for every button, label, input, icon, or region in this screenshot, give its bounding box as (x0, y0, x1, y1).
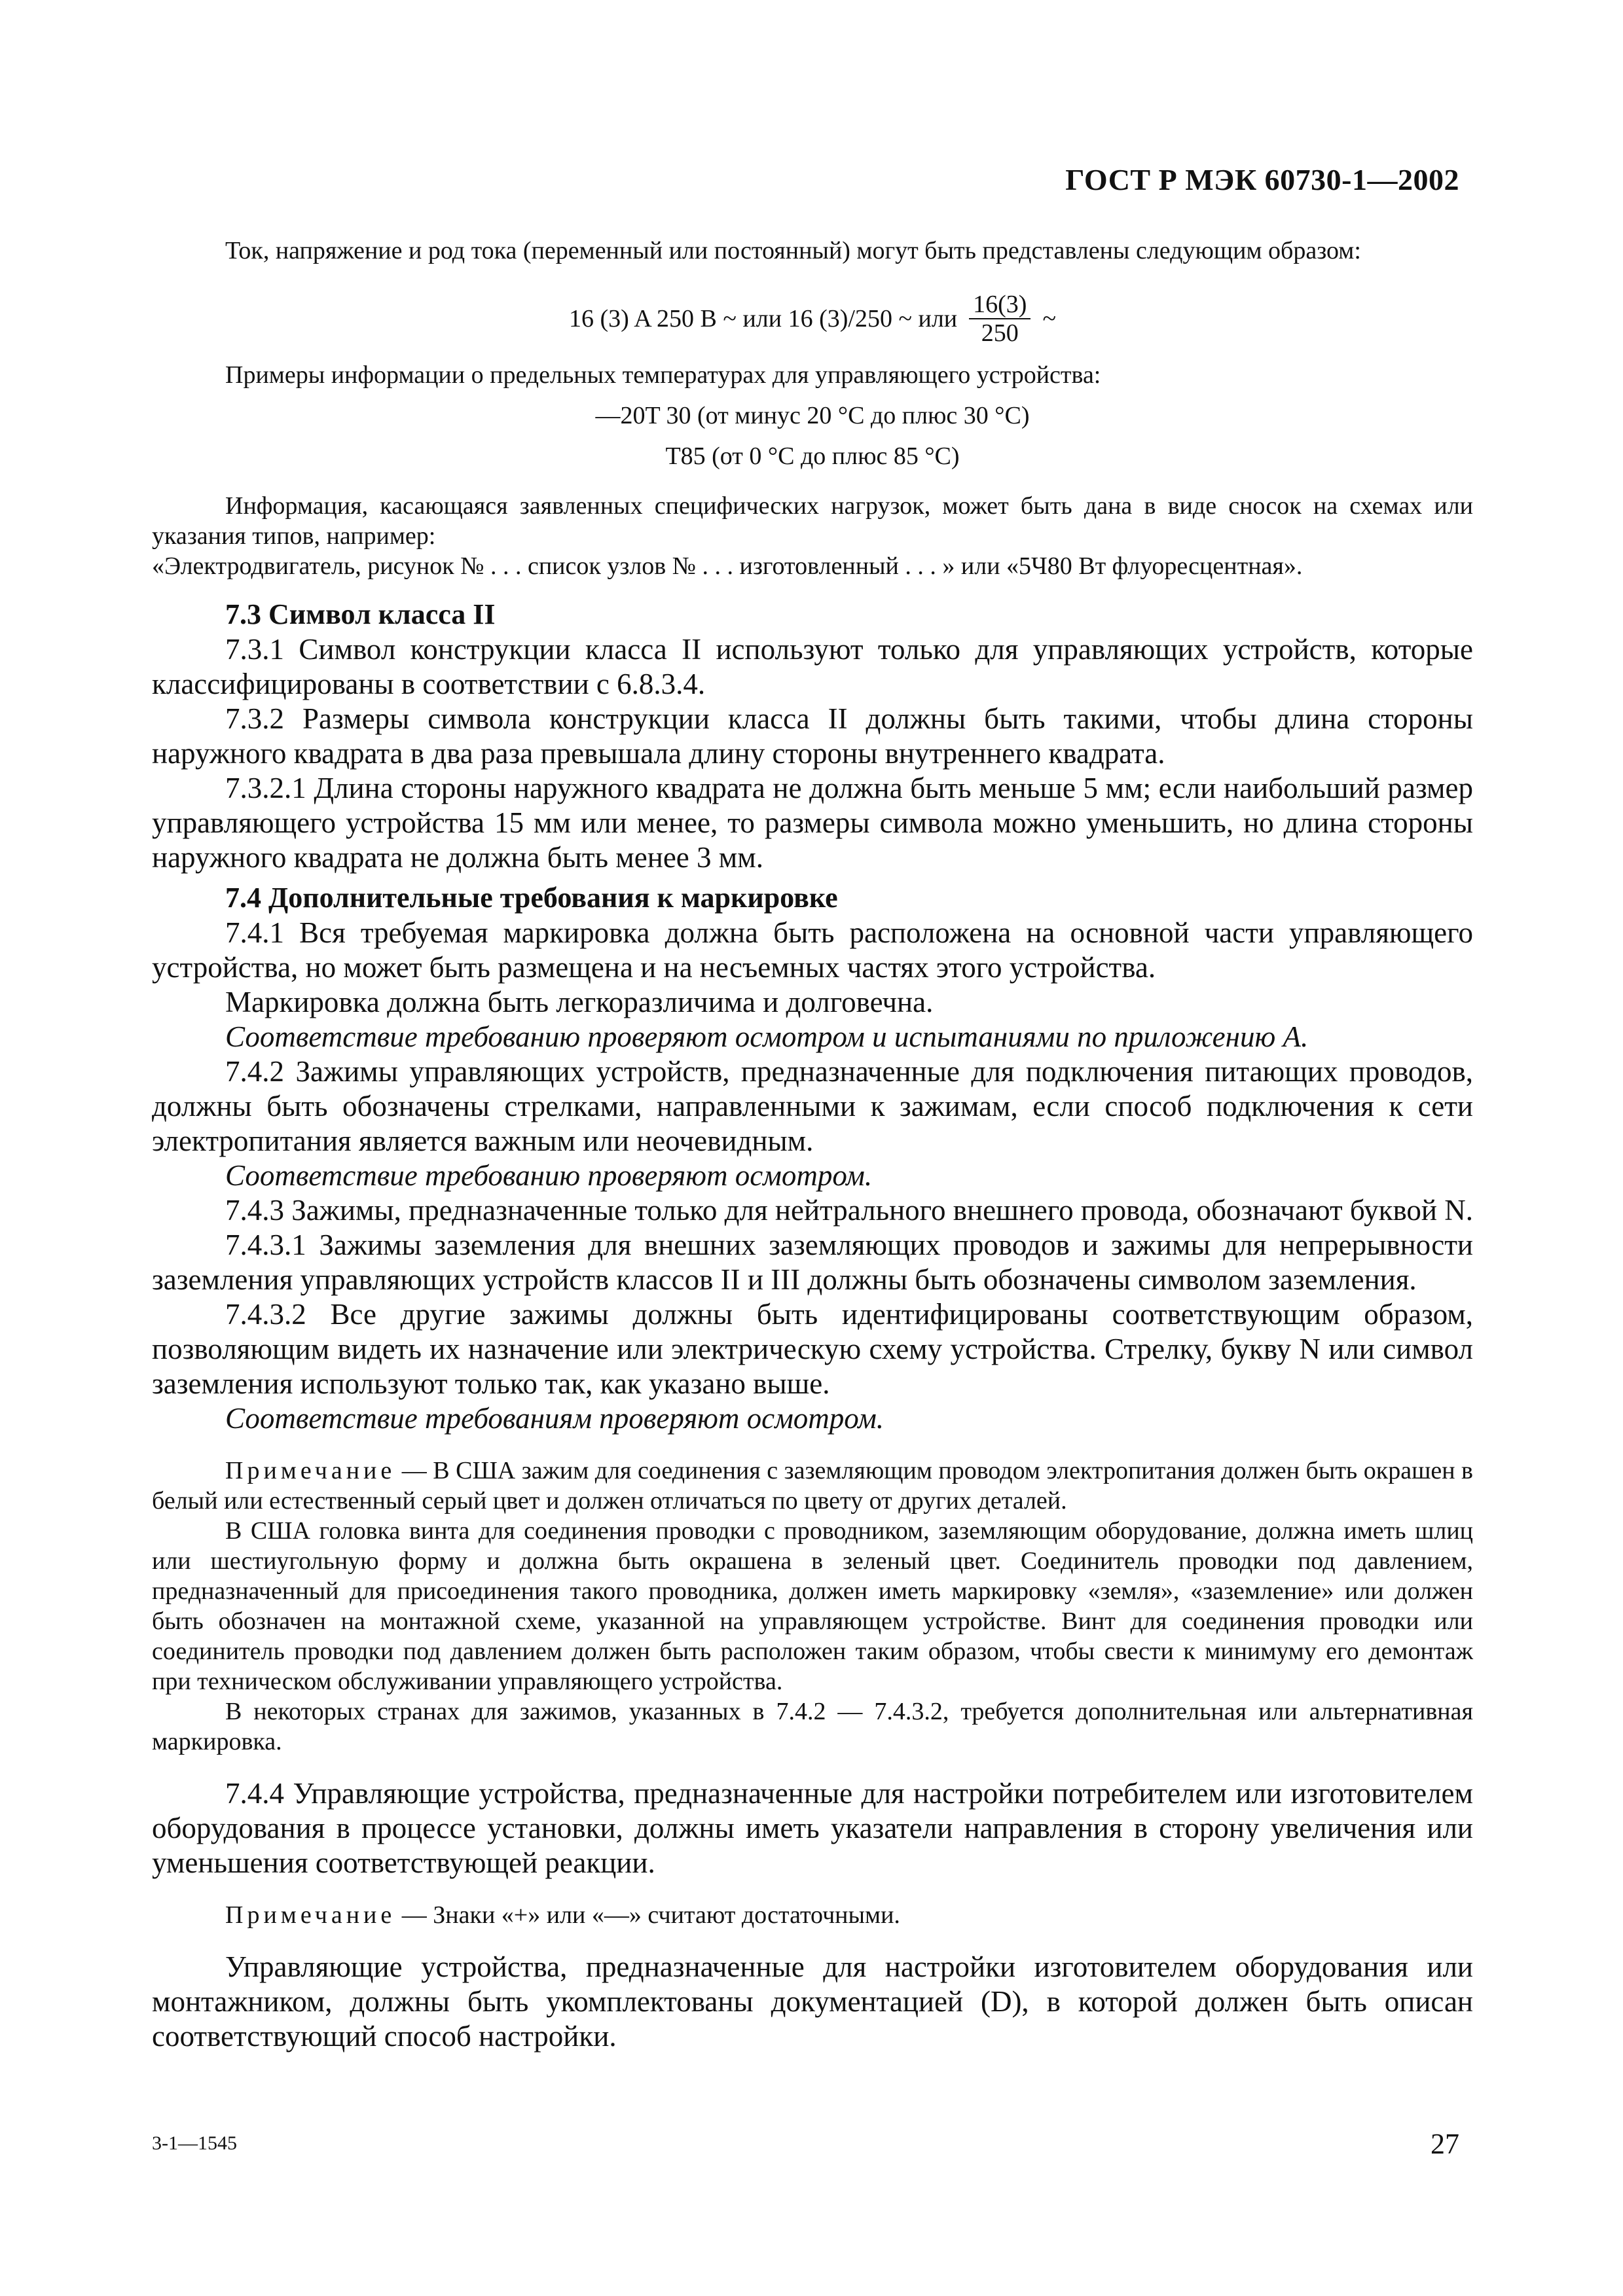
compliance-check-2: Соответствие требованию проверяют осмотром. (225, 1159, 873, 1192)
note-1-text: — В США зажим для соединения с заземляющим проводом электропитания должен быть окрашен в белый или естественный серый цвет и должен отличаться по цвету от других деталей. (152, 1457, 1473, 1515)
intro-paragraph-4: «Электродвигатель, рисунок № . . . список узлов № . . . изготовленный . . . » или «5Ч80 Вт флуоресцентная». (152, 552, 1303, 580)
note-1-paragraph-3: В некоторых странах для зажимов, указанных в 7.4.2 — 7.4.3.2, требуется дополнительная или альтернативная маркировка. (152, 1698, 1473, 1755)
note-2-label: Примечание (225, 1901, 396, 1929)
document-body (152, 236, 1473, 2054)
section-7-3-heading: 7.3 Символ класса II (225, 598, 496, 630)
formula-denominator: 250 (981, 319, 1019, 347)
formula-fraction (969, 291, 1030, 347)
temperature-example-1: —20T 30 (от минус 20 °C до плюс 30 °C) (595, 402, 1030, 429)
section-7-3-2: 7.3.2 Размеры символа конструкции класса II должны быть такими, чтобы длина стороны наружного квадрата в два раза превышала длину стороны внутреннего квадрата. (152, 702, 1473, 770)
intro-paragraph-2: Примеры информации о предельных температурах для управляющего устройства: (225, 361, 1101, 389)
formula-numerator: 16(3) (969, 291, 1030, 319)
note-2 (152, 1900, 1473, 1930)
compliance-check-3: Соответствие требованиям проверяют осмотром. (225, 1402, 884, 1435)
marking-durability: Маркировка должна быть легкоразличима и долговечна. (225, 986, 934, 1018)
intro-paragraph-1: Ток, напряжение и род тока (переменный или постоянный) могут быть представлены следующим образом: (225, 237, 1361, 264)
section-7-4-1: 7.4.1 Вся требуемая маркировка должна быть расположена на основной части управляющего устройства, но может быть размещена и на несъемных частях этого устройства. (152, 916, 1473, 984)
temperature-example-2: T85 (от 0 °C до плюс 85 °C) (665, 442, 960, 470)
footer-code: 3-1—1545 (152, 2132, 237, 2154)
adjustment-documentation: Управляющие устройства, предназначенные для настройки изготовителем оборудования или монтажником, должны быть укомплектованы документацией (D), в которой должен быть описан соответствующий способ настройки. (152, 1950, 1473, 2053)
page-number: 27 (1431, 2128, 1459, 2160)
current-formula (152, 291, 1473, 347)
section-7-4-2: 7.4.2 Зажимы управляющих устройств, предназначенные для подключения питающих проводов, должны быть обозначены стрелками, направленными к зажимам, если способ подключения к сети электропитания является важным или неочевидным. (152, 1055, 1473, 1157)
intro-paragraph-3: Информация, касающаяся заявленных специфических нагрузок, может быть дана в виде сносок на схемах или указания типов, например: (152, 492, 1473, 550)
document-header: ГОСТ Р МЭК 60730-1—2002 (1065, 163, 1459, 196)
section-7-4-4: 7.4.4 Управляющие устройства, предназначенные для настройки потребителем или изготовителем оборудования в процессе установки, должны иметь указатели направления в сторону увеличения или уменьшения соответствующей реакции. (152, 1777, 1473, 1879)
note-2-text: — Знаки «+» или «—» считают достаточными. (395, 1901, 900, 1929)
section-7-4-3-2: 7.4.3.2 Все другие зажимы должны быть идентифицированы соответствующим образом, позволяющим видеть их назначение или электрическую схему устройства. Стрелку, букву N или символ заземления используют только так, как указано выше. (152, 1298, 1473, 1400)
formula-left: 16 (3) A 250 B ~ или 16 (3)/250 ~ или (568, 305, 958, 332)
note-1 (152, 1456, 1473, 1516)
section-7-3-2-1: 7.3.2.1 Длина стороны наружного квадрата не должна быть меньше 5 мм; если наибольший размер управляющего устройства 15 мм или менее, то размеры символа можно уменьшить, но длина стороны наружного квадрата не должна быть менее 3 мм. (152, 772, 1473, 874)
section-7-3-1: 7.3.1 Символ конструкции класса II используют только для управляющих устройств, которые классифицированы в соответствии с 6.8.3.4. (152, 633, 1473, 700)
section-7-4-3-1: 7.4.3.1 Зажимы заземления для внешних заземляющих проводов и зажимы для непрерывности заземления управляющих устройств классов II и III должны быть обозначены символом заземления. (152, 1229, 1473, 1296)
section-7-4-heading: 7.4 Дополнительные требования к маркировке (225, 882, 838, 914)
formula-right: ~ (1042, 305, 1057, 332)
note-1-paragraph-2: В США головка винта для соединения проводки с проводником, заземляющим оборудование, должна иметь шлиц или шестиугольную форму и должна быть окрашена в зеленый цвет. Соединитель проводки под давлением, предназначенный для присоединения такого проводника, должен иметь маркировку «земля», «заземление» или должен быть обозначен на монтажной схеме, указанной на управляющем устройстве. Винт для соединения проводки или соединитель проводки под давлением должен быть расположен таким образом, чтобы свести к минимуму его демонтаж при техническом обслуживании управляющего устройства. (152, 1517, 1473, 1695)
section-7-4-3: 7.4.3 Зажимы, предназначенные только для нейтрального внешнего провода, обозначают буквой N. (225, 1194, 1473, 1227)
compliance-check-1: Соответствие требованию проверяют осмотром и испытаниями по приложению А. (225, 1020, 1309, 1053)
note-1-label: Примечание (225, 1457, 396, 1484)
